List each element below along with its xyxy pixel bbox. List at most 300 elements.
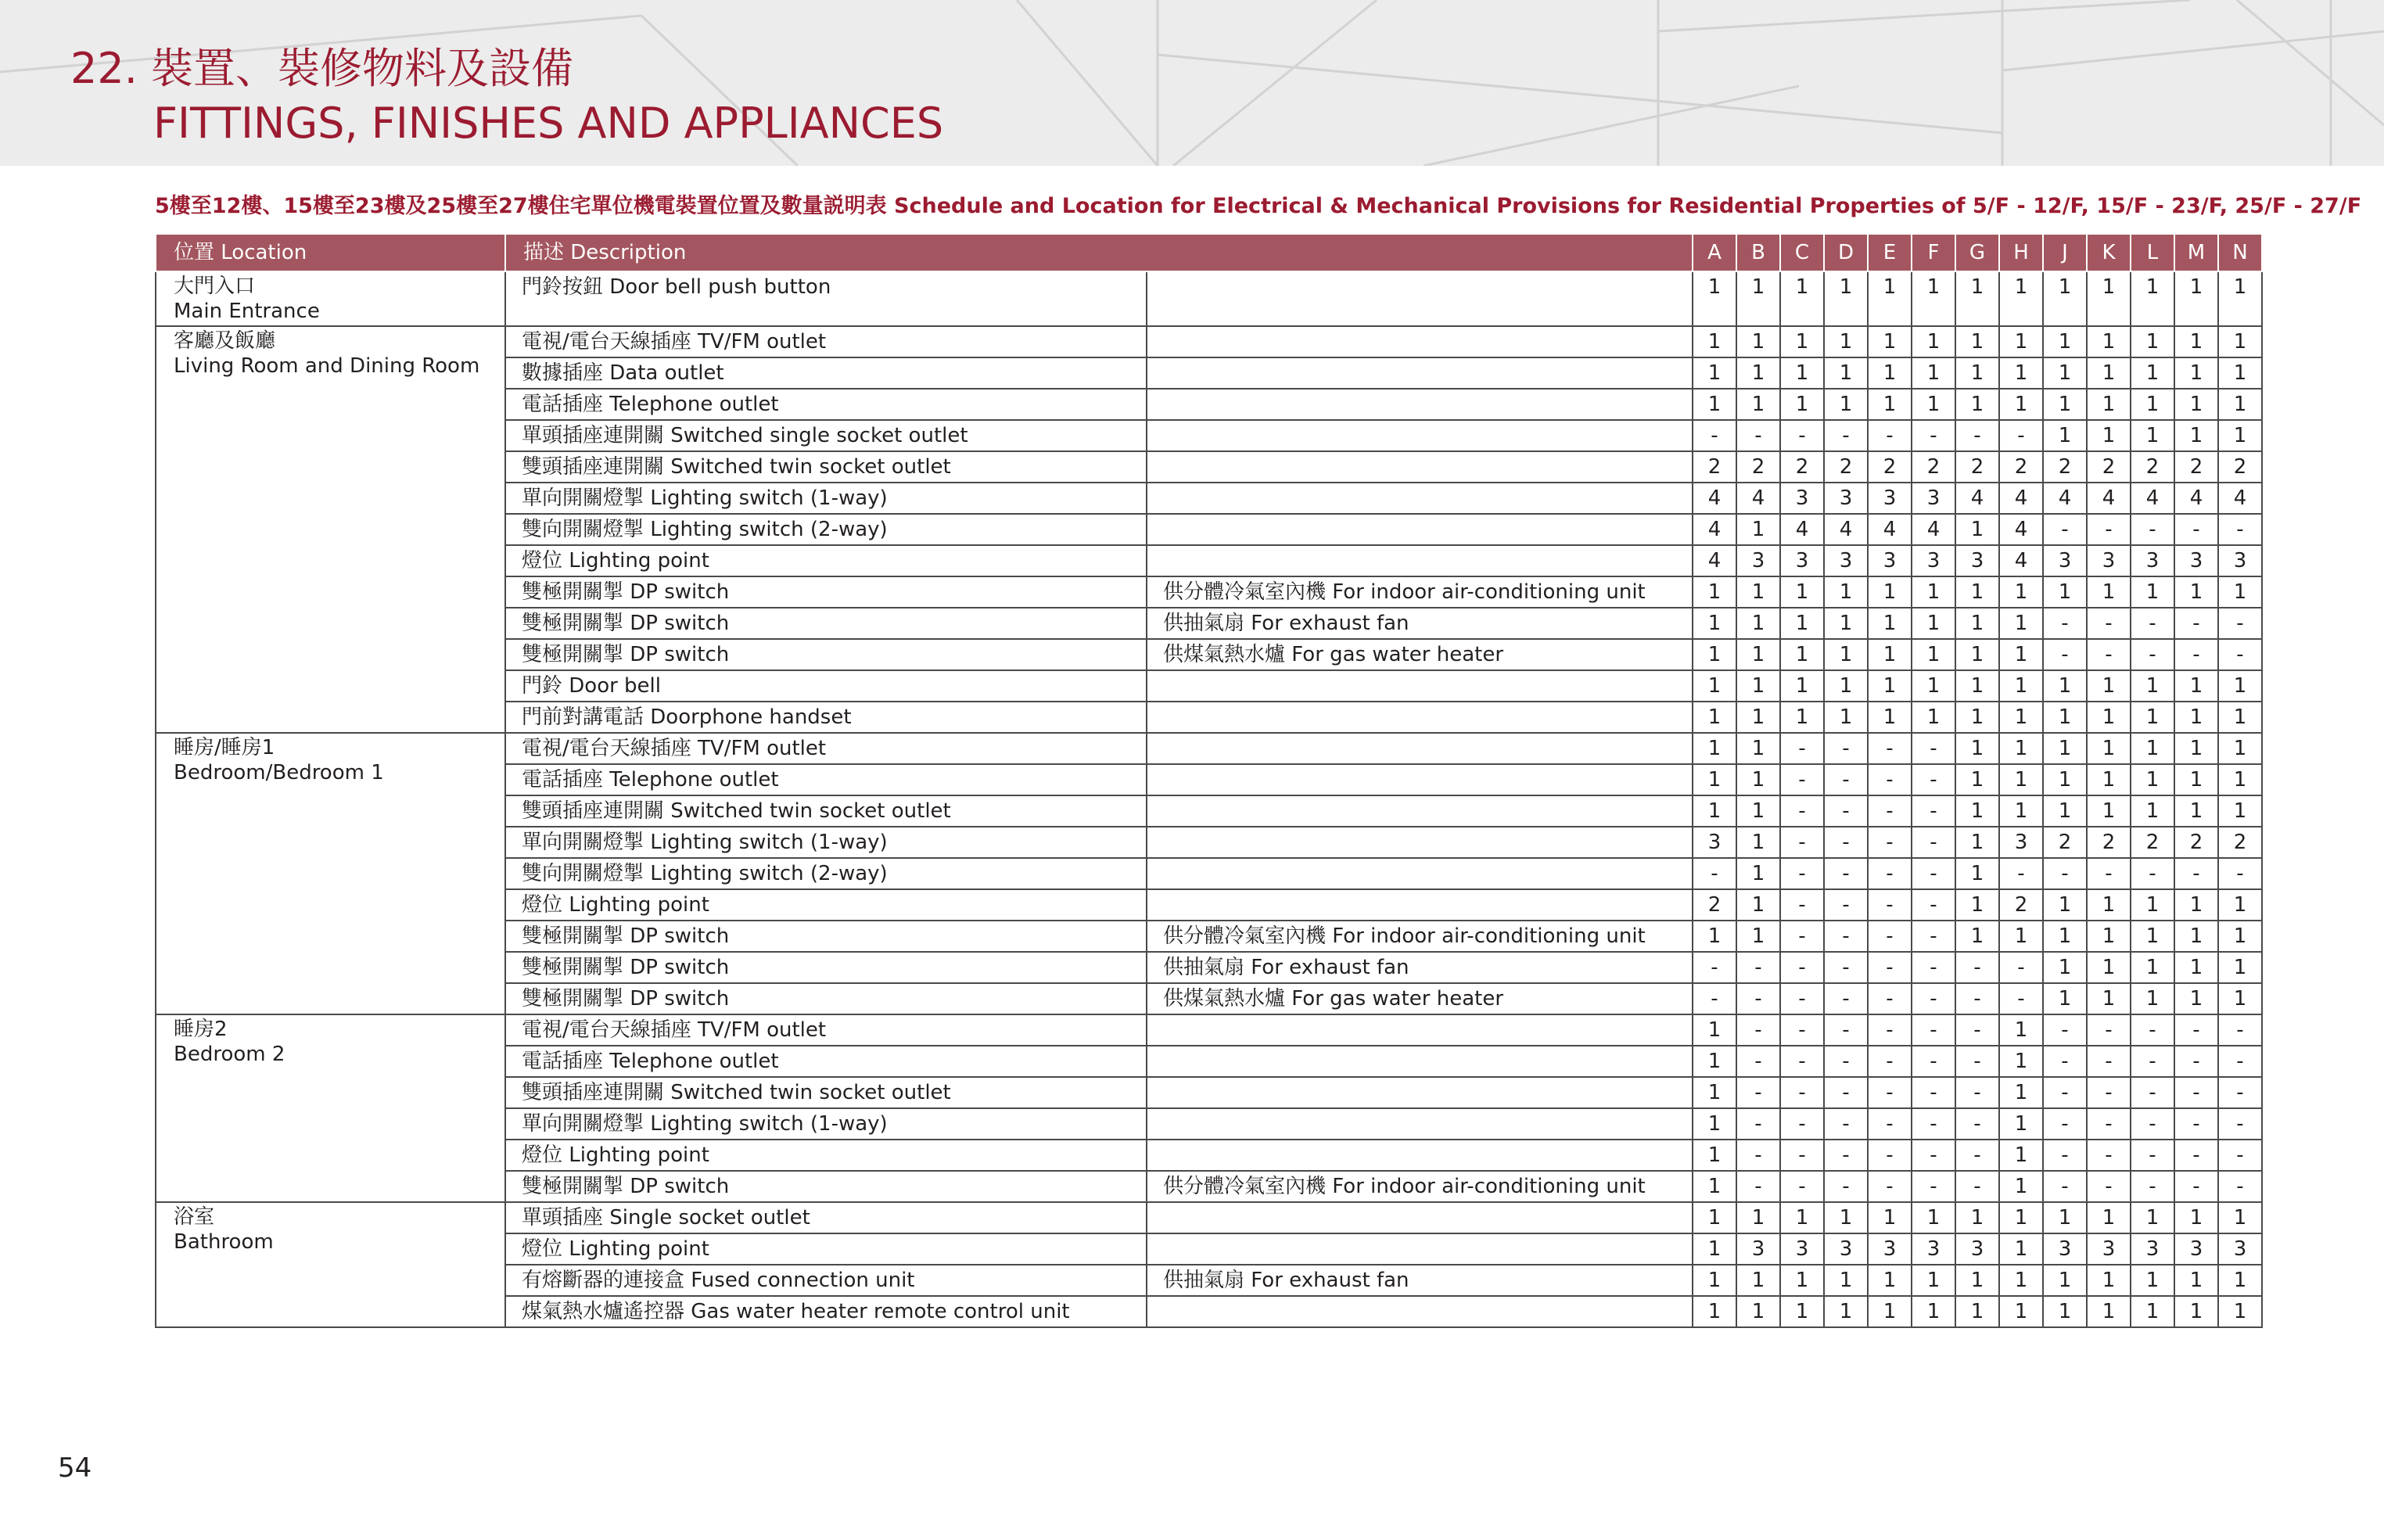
remark-cell: 供抽氣扇 For exhaust fan <box>1147 952 1693 983</box>
quantity-cell: - <box>2174 1014 2218 1046</box>
quantity-cell: - <box>2131 1046 2174 1077</box>
location-name-chinese: 大門入口 <box>174 275 256 298</box>
quantity-cell: 4 <box>1955 483 1999 514</box>
remark-cell <box>1147 1233 1693 1265</box>
remark-cell <box>1147 1202 1693 1233</box>
quantity-cell: 1 <box>1736 795 1780 827</box>
quantity-cell: 1 <box>2218 420 2262 451</box>
quantity-cell: 1 <box>1912 670 1955 702</box>
quantity-cell: 1 <box>1868 639 1912 670</box>
quantity-cell: 1 <box>2131 952 2174 983</box>
quantity-cell: - <box>2131 514 2174 545</box>
quantity-cell: 1 <box>2131 795 2174 827</box>
quantity-cell: 1 <box>2174 670 2218 702</box>
quantity-cell: - <box>1955 1014 1999 1046</box>
quantity-cell: - <box>1912 795 1955 827</box>
quantity-cell: - <box>2131 1140 2174 1171</box>
quantity-cell: - <box>1912 983 1955 1014</box>
quantity-cell: 1 <box>2174 952 2218 983</box>
quantity-cell: 1 <box>1955 639 1999 670</box>
quantity-cell: - <box>1780 764 1824 795</box>
quantity-cell: 2 <box>2218 827 2262 858</box>
description-cell: 雙頭插座連開關 Switched twin socket outlet <box>505 451 1147 483</box>
quantity-cell: - <box>2043 608 2087 639</box>
quantity-cell: 1 <box>1999 271 2043 326</box>
quantity-cell: 1 <box>2218 733 2262 764</box>
quantity-cell: 1 <box>1736 733 1780 764</box>
quantity-cell: - <box>1780 952 1824 983</box>
quantity-cell: - <box>1824 1171 1868 1202</box>
location-name-chinese: 客廳及飯廳 <box>174 329 276 353</box>
quantity-cell: 1 <box>2087 952 2131 983</box>
column-header-unit-d: D <box>1824 234 1868 271</box>
quantity-cell: 1 <box>1736 1265 1780 1296</box>
quantity-cell: - <box>1824 921 1868 952</box>
quantity-cell: 1 <box>2218 889 2262 921</box>
quantity-cell: 1 <box>1736 271 1780 326</box>
location-name-english: Bedroom/Bedroom 1 <box>174 761 384 784</box>
quantity-cell: - <box>2218 639 2262 670</box>
quantity-cell: 1 <box>2043 326 2087 357</box>
quantity-cell: 2 <box>1999 451 2043 483</box>
quantity-cell: 1 <box>1999 639 2043 670</box>
quantity-cell: 3 <box>1824 483 1868 514</box>
quantity-cell: - <box>2087 608 2131 639</box>
quantity-cell: 1 <box>2131 889 2174 921</box>
quantity-cell: - <box>2218 1046 2262 1077</box>
quantity-cell: 1 <box>1780 357 1824 389</box>
quantity-cell: 1 <box>1736 514 1780 545</box>
location-name-english: Bedroom 2 <box>174 1043 285 1066</box>
quantity-cell: 1 <box>1912 702 1955 733</box>
quantity-cell: 2 <box>1824 451 1868 483</box>
quantity-cell: 2 <box>2043 827 2087 858</box>
quantity-cell: 1 <box>1824 670 1868 702</box>
quantity-cell: 1 <box>2087 420 2131 451</box>
quantity-cell: 4 <box>1693 483 1736 514</box>
quantity-cell: 1 <box>2174 764 2218 795</box>
column-header-description: 描述 Description <box>505 234 1693 271</box>
quantity-cell: 1 <box>2043 983 2087 1014</box>
quantity-cell: 1 <box>1736 576 1780 608</box>
quantity-cell: - <box>2131 1171 2174 1202</box>
table-row <box>156 326 2262 357</box>
quantity-cell: - <box>1912 1140 1955 1171</box>
remark-cell <box>1147 1140 1693 1171</box>
quantity-cell: 1 <box>2131 702 2174 733</box>
description-cell: 燈位 Lighting point <box>505 1233 1147 1265</box>
quantity-cell: 1 <box>2087 271 2131 326</box>
quantity-cell: 1 <box>2131 420 2174 451</box>
quantity-cell: - <box>1868 1171 1912 1202</box>
description-cell: 燈位 Lighting point <box>505 1140 1147 1171</box>
quantity-cell: 4 <box>2043 483 2087 514</box>
remark-cell: 供分體冷氣室內機 For indoor air-conditioning unit <box>1147 921 1693 952</box>
quantity-cell: 1 <box>1693 1014 1736 1046</box>
quantity-cell: 1 <box>1780 576 1824 608</box>
description-cell: 門鈴 Door bell <box>505 670 1147 702</box>
quantity-cell: - <box>2131 608 2174 639</box>
remark-cell: 供抽氣扇 For exhaust fan <box>1147 608 1693 639</box>
quantity-cell: 1 <box>1868 1202 1912 1233</box>
quantity-cell: - <box>1824 795 1868 827</box>
quantity-cell: 4 <box>1736 483 1780 514</box>
quantity-cell: 1 <box>1693 1140 1736 1171</box>
description-cell: 雙極開關掣 DP switch <box>505 921 1147 952</box>
quantity-cell: - <box>1780 1077 1824 1108</box>
remark-cell: 供分體冷氣室內機 For indoor air-conditioning unit <box>1147 576 1693 608</box>
quantity-cell: 1 <box>1736 357 1780 389</box>
quantity-cell: 1 <box>1955 795 1999 827</box>
quantity-cell: - <box>1736 1108 1780 1140</box>
quantity-cell: 3 <box>1824 545 1868 576</box>
quantity-cell: 1 <box>1824 639 1868 670</box>
quantity-cell: 1 <box>1999 670 2043 702</box>
quantity-cell: 2 <box>1955 451 1999 483</box>
location-cell <box>156 326 505 733</box>
quantity-cell: 1 <box>1999 1046 2043 1077</box>
page-title-chinese: 22. 裝置、裝修物料及設備 <box>70 44 574 93</box>
quantity-cell: - <box>2174 1140 2218 1171</box>
quantity-cell: 1 <box>1693 921 1736 952</box>
quantity-cell: 1 <box>2218 357 2262 389</box>
quantity-cell: 1 <box>1999 1171 2043 1202</box>
provisions-table <box>155 233 2263 1328</box>
quantity-cell: - <box>2087 1108 2131 1140</box>
quantity-cell: 4 <box>2131 483 2174 514</box>
quantity-cell: 1 <box>2087 702 2131 733</box>
quantity-cell: 1 <box>2087 389 2131 420</box>
quantity-cell: - <box>1693 420 1736 451</box>
quantity-cell: 4 <box>1693 545 1736 576</box>
quantity-cell: 1 <box>1999 576 2043 608</box>
quantity-cell: - <box>2174 514 2218 545</box>
quantity-cell: - <box>2218 1077 2262 1108</box>
quantity-cell: 3 <box>2218 545 2262 576</box>
quantity-cell: - <box>1824 858 1868 889</box>
quantity-cell: - <box>1693 983 1736 1014</box>
quantity-cell: 1 <box>1736 764 1780 795</box>
quantity-cell: - <box>2087 1140 2131 1171</box>
quantity-cell: 1 <box>1693 576 1736 608</box>
quantity-cell: - <box>1824 1077 1868 1108</box>
quantity-cell: - <box>1824 1108 1868 1140</box>
quantity-cell: 1 <box>1824 326 1868 357</box>
quantity-cell: - <box>2131 1014 2174 1046</box>
quantity-cell: 1 <box>1824 1202 1868 1233</box>
quantity-cell: 1 <box>1955 889 1999 921</box>
table-title: 5樓至12樓、15樓至23樓及25樓至27樓住宅單位機電裝置位置及數量説明表 Schedule and Location for Electrical & Mechanical Provisions for Residential Properties of 5/F - 12/F, 15/F - 23/F, 25/F - 27/F <box>155 194 2362 218</box>
quantity-cell: 1 <box>2218 271 2262 326</box>
quantity-cell: - <box>1955 1046 1999 1077</box>
quantity-cell: 1 <box>2087 670 2131 702</box>
quantity-cell: - <box>1912 1077 1955 1108</box>
quantity-cell: - <box>2043 1077 2087 1108</box>
quantity-cell: 2 <box>2043 451 2087 483</box>
quantity-cell: 1 <box>2131 1296 2174 1327</box>
quantity-cell: 2 <box>1868 451 1912 483</box>
quantity-cell: - <box>1736 983 1780 1014</box>
quantity-cell: - <box>2218 1014 2262 1046</box>
description-cell: 雙向開關燈掣 Lighting switch (2-way) <box>505 514 1147 545</box>
description-cell: 煤氣熱水爐遙控器 Gas water heater remote control unit <box>505 1296 1147 1327</box>
quantity-cell: - <box>1780 889 1824 921</box>
quantity-cell: 1 <box>1693 670 1736 702</box>
quantity-cell: 1 <box>2043 670 2087 702</box>
quantity-cell: - <box>1955 420 1999 451</box>
quantity-cell: - <box>2087 514 2131 545</box>
quantity-cell: - <box>1780 921 1824 952</box>
quantity-cell: 1 <box>1955 1296 1999 1327</box>
description-cell: 單向開關燈掣 Lighting switch (1-way) <box>505 827 1147 858</box>
quantity-cell: 3 <box>2131 545 2174 576</box>
quantity-cell: 1 <box>2131 670 2174 702</box>
quantity-cell: 1 <box>1693 1296 1736 1327</box>
quantity-cell: - <box>1824 952 1868 983</box>
quantity-cell: 1 <box>1736 827 1780 858</box>
quantity-cell: 1 <box>1912 608 1955 639</box>
quantity-cell: 1 <box>2218 670 2262 702</box>
quantity-cell: - <box>2087 1046 2131 1077</box>
quantity-cell: 1 <box>1780 1202 1824 1233</box>
quantity-cell: 1 <box>2087 983 2131 1014</box>
quantity-cell: 1 <box>2043 1265 2087 1296</box>
quantity-cell: - <box>2131 858 2174 889</box>
remark-cell <box>1147 420 1693 451</box>
location-cell <box>156 271 505 326</box>
description-cell: 雙極開關掣 DP switch <box>505 639 1147 670</box>
quantity-cell: 1 <box>1824 1265 1868 1296</box>
description-cell: 雙極開關掣 DP switch <box>505 608 1147 639</box>
quantity-cell: - <box>1868 952 1912 983</box>
quantity-cell: 1 <box>2087 733 2131 764</box>
description-cell: 單向開關燈掣 Lighting switch (1-way) <box>505 483 1147 514</box>
quantity-cell: 1 <box>1868 702 1912 733</box>
table-row <box>156 733 2262 764</box>
quantity-cell: 1 <box>2131 733 2174 764</box>
column-header-unit-b: B <box>1736 234 1780 271</box>
quantity-cell: 2 <box>1999 889 2043 921</box>
quantity-cell: 1 <box>1780 702 1824 733</box>
quantity-cell: - <box>1868 827 1912 858</box>
quantity-cell: - <box>1824 420 1868 451</box>
quantity-cell: 1 <box>1912 1265 1955 1296</box>
column-header-unit-c: C <box>1780 234 1824 271</box>
quantity-cell: 1 <box>1780 608 1824 639</box>
quantity-cell: 1 <box>1868 357 1912 389</box>
description-cell: 雙極開關掣 DP switch <box>505 952 1147 983</box>
quantity-cell: 1 <box>1912 639 1955 670</box>
quantity-cell: - <box>1912 420 1955 451</box>
column-header-unit-h: H <box>1999 234 2043 271</box>
quantity-cell: 1 <box>1868 326 1912 357</box>
quantity-cell: 1 <box>1955 921 1999 952</box>
quantity-cell: - <box>2087 1171 2131 1202</box>
description-cell: 雙頭插座連開關 Switched twin socket outlet <box>505 1077 1147 1108</box>
quantity-cell: 1 <box>1912 576 1955 608</box>
quantity-cell: 1 <box>2131 576 2174 608</box>
description-cell: 電話插座 Telephone outlet <box>505 389 1147 420</box>
quantity-cell: - <box>2218 514 2262 545</box>
quantity-cell: - <box>1780 983 1824 1014</box>
column-header-unit-e: E <box>1868 234 1912 271</box>
quantity-cell: 1 <box>1693 1108 1736 1140</box>
quantity-cell: 3 <box>1780 545 1824 576</box>
remark-cell: 供抽氣扇 For exhaust fan <box>1147 1265 1693 1296</box>
quantity-cell: 2 <box>2131 827 2174 858</box>
quantity-cell: 1 <box>2174 357 2218 389</box>
quantity-cell: 1 <box>1824 608 1868 639</box>
quantity-cell: - <box>1868 983 1912 1014</box>
quantity-cell: 1 <box>1693 639 1736 670</box>
quantity-cell: - <box>1780 1046 1824 1077</box>
quantity-cell: 3 <box>2174 545 2218 576</box>
quantity-cell: 1 <box>1780 1265 1824 1296</box>
quantity-cell: 1 <box>2043 389 2087 420</box>
quantity-cell: - <box>1912 1046 1955 1077</box>
quantity-cell: - <box>1780 827 1824 858</box>
quantity-cell: 1 <box>2087 1296 2131 1327</box>
quantity-cell: - <box>1868 921 1912 952</box>
quantity-cell: - <box>2218 1108 2262 1140</box>
quantity-cell: 3 <box>1912 1233 1955 1265</box>
quantity-cell: - <box>1868 1140 1912 1171</box>
quantity-cell: 2 <box>1736 451 1780 483</box>
remark-cell <box>1147 1296 1693 1327</box>
quantity-cell: 1 <box>1912 271 1955 326</box>
quantity-cell: - <box>2043 1171 2087 1202</box>
quantity-cell: 3 <box>2131 1233 2174 1265</box>
column-header-unit-m: M <box>2174 234 2218 271</box>
remark-cell: 供煤氣熱水爐 For gas water heater <box>1147 983 1693 1014</box>
quantity-cell: - <box>2174 1108 2218 1140</box>
quantity-cell: 1 <box>1693 1171 1736 1202</box>
quantity-cell: 1 <box>1955 357 1999 389</box>
quantity-cell: - <box>1912 952 1955 983</box>
quantity-cell: 4 <box>1912 514 1955 545</box>
remark-cell <box>1147 1108 1693 1140</box>
quantity-cell: 1 <box>2043 271 2087 326</box>
remark-cell: 供煤氣熱水爐 For gas water heater <box>1147 639 1693 670</box>
quantity-cell: 1 <box>2218 921 2262 952</box>
quantity-cell: 1 <box>1736 702 1780 733</box>
quantity-cell: 4 <box>1693 514 1736 545</box>
quantity-cell: - <box>1955 952 1999 983</box>
quantity-cell: 2 <box>2174 827 2218 858</box>
location-name-english: Main Entrance <box>174 300 320 323</box>
quantity-cell: 1 <box>1693 357 1736 389</box>
quantity-cell: 1 <box>1736 326 1780 357</box>
quantity-cell: - <box>1824 1014 1868 1046</box>
quantity-cell: 1 <box>2131 983 2174 1014</box>
quantity-cell: 1 <box>1999 357 2043 389</box>
quantity-cell: 1 <box>2174 889 2218 921</box>
quantity-cell: - <box>1868 858 1912 889</box>
quantity-cell: 2 <box>1693 451 1736 483</box>
quantity-cell: - <box>2131 1108 2174 1140</box>
quantity-cell: 1 <box>2174 983 2218 1014</box>
quantity-cell: 1 <box>2131 271 2174 326</box>
quantity-cell: 1 <box>2218 952 2262 983</box>
quantity-cell: 3 <box>2218 1233 2262 1265</box>
quantity-cell: - <box>1780 795 1824 827</box>
quantity-cell: 1 <box>1999 795 2043 827</box>
quantity-cell: 1 <box>1912 1296 1955 1327</box>
quantity-cell: 1 <box>1736 389 1780 420</box>
quantity-cell: 1 <box>1780 1296 1824 1327</box>
quantity-cell: 1 <box>1999 1296 2043 1327</box>
quantity-cell: 3 <box>1736 1233 1780 1265</box>
quantity-cell: 1 <box>1955 514 1999 545</box>
page-title-english: FITTINGS, FINISHES AND APPLIANCES <box>153 99 944 148</box>
quantity-cell: 1 <box>1868 576 1912 608</box>
quantity-cell: - <box>2043 1014 2087 1046</box>
quantity-cell: 1 <box>1736 670 1780 702</box>
quantity-cell: - <box>2087 639 2131 670</box>
remark-cell <box>1147 1014 1693 1046</box>
quantity-cell: 1 <box>2043 952 2087 983</box>
quantity-cell: 1 <box>2043 420 2087 451</box>
quantity-cell: 1 <box>2174 1202 2218 1233</box>
quantity-cell: 1 <box>2218 795 2262 827</box>
quantity-cell: 3 <box>2174 1233 2218 1265</box>
quantity-cell: 1 <box>2218 1202 2262 1233</box>
quantity-cell: 1 <box>1824 576 1868 608</box>
quantity-cell: 1 <box>1693 271 1736 326</box>
quantity-cell: 1 <box>2174 921 2218 952</box>
quantity-cell: - <box>2218 858 2262 889</box>
quantity-cell: - <box>2043 858 2087 889</box>
quantity-cell: 3 <box>2087 1233 2131 1265</box>
page-number: 54 <box>58 1452 92 1484</box>
remark-cell <box>1147 545 1693 576</box>
description-cell: 門前對講電話 Doorphone handset <box>505 702 1147 733</box>
quantity-cell: - <box>1955 1077 1999 1108</box>
quantity-cell: - <box>1868 764 1912 795</box>
quantity-cell: - <box>1736 952 1780 983</box>
quantity-cell: 1 <box>1693 1202 1736 1233</box>
quantity-cell: 1 <box>1693 795 1736 827</box>
quantity-cell: 4 <box>1999 483 2043 514</box>
quantity-cell: 4 <box>2218 483 2262 514</box>
remark-cell <box>1147 389 1693 420</box>
quantity-cell: - <box>2131 1077 2174 1108</box>
quantity-cell: 1 <box>1780 670 1824 702</box>
quantity-cell: 1 <box>2043 764 2087 795</box>
quantity-cell: 3 <box>1955 1233 1999 1265</box>
quantity-cell: 1 <box>2174 1296 2218 1327</box>
quantity-cell: 3 <box>1868 1233 1912 1265</box>
quantity-cell: 1 <box>2174 733 2218 764</box>
quantity-cell: 1 <box>1868 271 1912 326</box>
quantity-cell: 1 <box>2174 576 2218 608</box>
quantity-cell: - <box>1780 1108 1824 1140</box>
quantity-cell: 1 <box>2087 795 2131 827</box>
quantity-cell: 1 <box>1955 608 1999 639</box>
quantity-cell: 3 <box>1824 1233 1868 1265</box>
quantity-cell: - <box>1955 1171 1999 1202</box>
quantity-cell: - <box>2174 1171 2218 1202</box>
quantity-cell: 3 <box>1693 827 1736 858</box>
quantity-cell: 1 <box>1780 326 1824 357</box>
quantity-cell: - <box>1912 921 1955 952</box>
quantity-cell: 1 <box>1824 1296 1868 1327</box>
quantity-cell: - <box>1824 764 1868 795</box>
quantity-cell: 1 <box>1955 733 1999 764</box>
quantity-cell: 1 <box>2174 702 2218 733</box>
location-cell <box>156 733 505 1014</box>
quantity-cell: 1 <box>1999 1014 2043 1046</box>
